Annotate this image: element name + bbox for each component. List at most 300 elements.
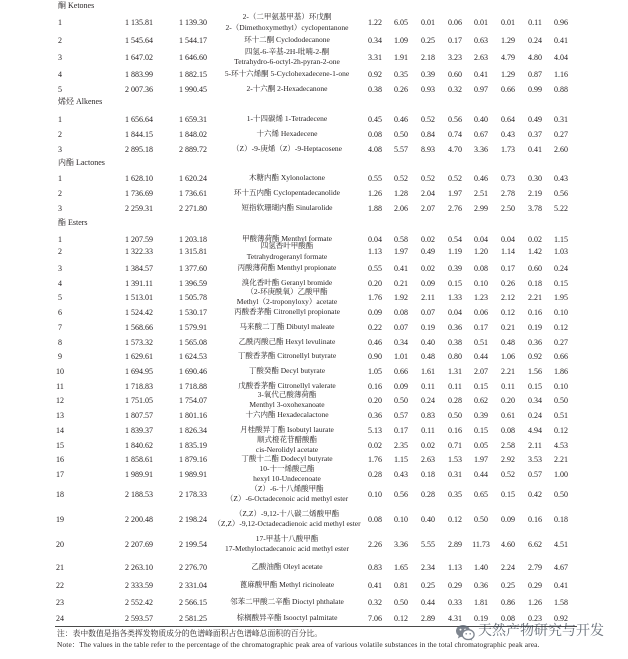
data-value-cell: 0.04 (368, 234, 382, 244)
table-row (0, 483, 628, 505)
value-b-cell: 1 848.02 (179, 129, 207, 139)
data-value-cell: 4.79 (501, 52, 515, 62)
compound-name-line: Tetrahydrogeranyl formate (246, 251, 328, 261)
table-row (0, 127, 628, 141)
data-value-cell: 2.06 (394, 203, 408, 213)
data-value-cell: 1.97 (474, 454, 488, 464)
row-number: 11 (56, 381, 64, 391)
data-value-cell: 11.73 (472, 539, 490, 549)
value-b-cell: 2 276.70 (179, 562, 207, 572)
data-value-cell: 7.06 (368, 613, 382, 623)
table-row (0, 508, 628, 530)
compound-name (203, 335, 371, 349)
data-value-cell: 0.93 (421, 84, 435, 94)
data-value-cell: 0.10 (394, 514, 408, 524)
value-a-cell: 1 807.57 (125, 410, 153, 420)
compound-name-line: （2-环庚酰氧）乙酸甲酯 (246, 286, 328, 296)
data-value-cell: 0.18 (528, 278, 542, 288)
compound-name-line: 马来酸二丁酯 Dibutyl maleate (239, 321, 335, 331)
value-b-cell: 2 581.25 (179, 613, 207, 623)
data-value-cell: 0.51 (554, 410, 568, 420)
data-value-cell: 0.40 (421, 514, 435, 524)
data-value-cell: 2.89 (448, 539, 462, 549)
table-row (0, 201, 628, 215)
table-row (0, 241, 628, 263)
data-value-cell: 0.19 (474, 613, 488, 623)
data-value-cell: 0.16 (448, 425, 462, 435)
data-value-cell: 0.50 (394, 129, 408, 139)
compound-name (203, 67, 371, 81)
data-value-cell: 0.28 (421, 489, 435, 499)
row-number: 5 (58, 84, 62, 94)
data-value-cell: 0.62 (474, 395, 488, 405)
value-a-cell: 1 391.11 (125, 278, 153, 288)
table-row (0, 171, 628, 185)
data-value-cell: 1.13 (448, 562, 462, 572)
data-value-cell: 0.24 (421, 395, 435, 405)
data-value-cell: 0.33 (448, 597, 462, 607)
data-value-cell: 2.12 (501, 292, 515, 302)
compound-name-line: 环十五内酯 Cyclopentadecanolide (233, 187, 340, 197)
compound-name-line: 丙酸薄荷酯 Menthyl propionate (237, 262, 337, 272)
data-value-cell: 1.22 (368, 18, 382, 27)
compound-name-line: 顺式橙花苷醋酸酯 (257, 434, 317, 444)
watermark (455, 623, 604, 641)
value-a-cell: 1 647.02 (125, 52, 153, 62)
data-value-cell: 0.74 (448, 129, 462, 139)
data-value-cell: 0.09 (501, 514, 515, 524)
data-value-cell: 0.27 (554, 129, 568, 139)
value-b-cell: 1 690.46 (179, 366, 207, 376)
row-number: 2 (58, 188, 62, 198)
data-value-cell: 0.09 (368, 307, 382, 317)
compound-name-line: 木糖内酯 Xylonolactone (248, 172, 326, 182)
data-value-cell: 0.44 (474, 351, 488, 361)
data-value-cell: 0.55 (368, 263, 382, 273)
compound-name-line: 丁酸癸酯 Decyl butyrate (248, 365, 326, 375)
compound-name-line: 丁酸香茅酯 Citronellyl butyrate (237, 350, 337, 360)
data-value-cell: 0.60 (528, 263, 542, 273)
value-a-cell: 1 545.64 (125, 35, 153, 45)
data-value-cell: 0.15 (474, 425, 488, 435)
data-value-cell: 0.73 (501, 173, 515, 183)
data-value-cell: 1.01 (394, 351, 408, 361)
data-value-cell: 0.66 (394, 366, 408, 376)
table-row (0, 463, 628, 485)
data-value-cell: 0.26 (394, 84, 408, 94)
data-value-cell: 2.63 (474, 52, 488, 62)
data-value-cell: 0.51 (474, 337, 488, 347)
value-a-cell: 2 593.57 (125, 613, 153, 623)
data-value-cell: 0.87 (528, 69, 542, 79)
data-value-cell: 1.65 (394, 562, 408, 572)
row-number: 2 (58, 247, 62, 256)
data-value-cell: 1.31 (448, 366, 462, 376)
data-value-cell: 2.79 (528, 562, 542, 572)
value-a-cell: 1 322.33 (125, 247, 153, 256)
data-value-cell: 0.10 (368, 489, 382, 499)
data-value-cell: 0.46 (474, 173, 488, 183)
value-a-cell: 1 839.37 (125, 425, 153, 435)
table-row (0, 408, 628, 422)
value-a-cell: 1 989.91 (125, 469, 153, 479)
compound-name-line: 10-十一烯酸己酯 (259, 463, 315, 473)
data-value-cell: 1.28 (394, 188, 408, 198)
value-a-cell: 2 259.31 (125, 203, 153, 213)
table-row (0, 595, 628, 609)
compound-name (203, 364, 371, 378)
data-value-cell: 0.11 (448, 381, 462, 391)
section-heading: 烯烃 Alkenes (58, 97, 103, 106)
value-b-cell: 1 882.15 (179, 69, 207, 79)
data-value-cell: 0.07 (421, 307, 435, 317)
data-value-cell: 0.52 (448, 173, 462, 183)
value-a-cell: 1 751.05 (125, 395, 153, 405)
data-value-cell: 1.33 (448, 292, 462, 302)
footnote-cn: 注：表中数值是指各类挥发物质成分的色谱峰面积占色谱峰总面积的百分比。 (57, 629, 323, 638)
compound-name-line: （Z）-9-庚烯（Z）-9-Heptacosene (232, 143, 342, 153)
row-number: 21 (56, 562, 64, 572)
row-number: 1 (58, 18, 62, 27)
compound-name (203, 463, 371, 485)
data-value-cell: 2.34 (421, 562, 435, 572)
compound-name-line: 四氢香叶甲酸酯 (260, 241, 314, 250)
data-value-cell: 0.41 (394, 263, 408, 273)
data-value-cell: 0.34 (528, 395, 542, 405)
data-value-cell: 0.63 (474, 35, 488, 45)
value-a-cell: 1 840.62 (125, 440, 153, 450)
data-value-cell: 1.88 (368, 203, 382, 213)
data-value-cell: 1.42 (528, 247, 542, 256)
value-a-cell: 1 718.83 (125, 381, 153, 391)
data-value-cell: 0.48 (501, 337, 515, 347)
data-value-cell: 1.29 (501, 69, 515, 79)
data-value-cell: 0.84 (421, 129, 435, 139)
compound-name-line: 17-Methyloctadecanoic acid methyl ester (225, 544, 349, 553)
data-value-cell: 0.55 (368, 173, 382, 183)
value-b-cell: 1 801.16 (179, 410, 207, 420)
value-a-cell: 1 384.57 (125, 263, 153, 273)
data-value-cell: 1.19 (448, 247, 462, 256)
data-value-cell: 0.86 (501, 597, 515, 607)
data-value-cell: 1.95 (554, 292, 568, 302)
compound-name-line: 甲酸薄荷酯 Menthyl formate (242, 233, 332, 243)
compound-name-line: 月桂酸异丁酯 Isobutyl laurate (240, 424, 334, 434)
row-number: 4 (58, 278, 62, 288)
data-value-cell: 0.83 (368, 562, 382, 572)
data-value-cell: 2.58 (501, 440, 515, 450)
compound-name (203, 127, 371, 141)
data-value-cell: 0.97 (474, 84, 488, 94)
data-value-cell: 0.52 (394, 173, 408, 183)
data-value-cell: 1.61 (421, 366, 435, 376)
data-value-cell: 0.40 (474, 114, 488, 124)
data-value-cell: 0.01 (501, 18, 515, 27)
data-value-cell: 0.52 (421, 114, 435, 124)
row-number: 19 (56, 514, 64, 524)
data-value-cell: 0.99 (528, 84, 542, 94)
data-value-cell: 0.41 (554, 580, 568, 590)
data-value-cell: 0.15 (474, 381, 488, 391)
data-value-cell: 0.16 (368, 381, 382, 391)
data-value-cell: 0.21 (501, 322, 515, 332)
table-row (0, 112, 628, 126)
value-b-cell: 2 178.33 (179, 489, 207, 499)
data-value-cell: 0.08 (368, 514, 382, 524)
data-value-cell: 0.25 (421, 35, 435, 45)
data-value-cell: 2.21 (554, 454, 568, 464)
table-row (0, 33, 628, 47)
value-a-cell: 1 694.95 (125, 366, 153, 376)
row-number: 1 (58, 173, 62, 183)
data-value-cell: 0.19 (421, 322, 435, 332)
row-number: 3 (58, 203, 62, 213)
data-value-cell: 2.07 (474, 366, 488, 376)
value-b-cell: 1 203.18 (179, 234, 207, 244)
value-a-cell: 1 207.59 (125, 234, 153, 244)
data-value-cell: 0.66 (501, 84, 515, 94)
data-value-cell: 0.43 (501, 129, 515, 139)
data-value-cell: 0.10 (554, 381, 568, 391)
data-value-cell: 0.15 (528, 381, 542, 391)
data-value-cell: 0.18 (421, 469, 435, 479)
data-value-cell: 0.92 (554, 613, 568, 623)
compound-name (203, 611, 371, 625)
data-value-cell: 0.12 (554, 322, 568, 332)
value-a-cell: 1 844.15 (125, 129, 153, 139)
section-heading: 酯 Esters (58, 218, 88, 227)
data-value-cell: 0.02 (421, 440, 435, 450)
data-value-cell: 1.97 (394, 247, 408, 256)
data-value-cell: 0.04 (448, 307, 462, 317)
data-value-cell: 1.97 (448, 188, 462, 198)
value-b-cell: 1 879.16 (179, 454, 207, 464)
data-value-cell: 4.53 (554, 440, 568, 450)
data-value-cell: 2.35 (394, 440, 408, 450)
compound-name-line: hexyl 10-Undecenoate (253, 474, 321, 483)
row-number: 2 (58, 129, 62, 139)
data-value-cell: 2.21 (528, 292, 542, 302)
table-row (0, 142, 628, 156)
data-value-cell: 4.60 (501, 539, 515, 549)
compound-name-line: Menthyl 3-oxohexanoate (249, 400, 325, 409)
data-value-cell: 0.57 (394, 410, 408, 420)
data-value-cell: 1.26 (368, 188, 382, 198)
row-number: 20 (56, 539, 64, 549)
compound-name (203, 578, 371, 592)
data-value-cell: 0.20 (368, 278, 382, 288)
value-b-cell: 1 139.30 (179, 18, 207, 27)
compound-name (203, 171, 371, 185)
data-value-cell: 1.09 (394, 35, 408, 45)
data-value-cell: 0.57 (528, 469, 542, 479)
data-value-cell: 4.67 (554, 562, 568, 572)
compound-name (203, 595, 371, 609)
data-value-cell: 0.25 (501, 580, 515, 590)
data-value-cell: 2.92 (501, 454, 515, 464)
data-value-cell: 0.17 (394, 425, 408, 435)
data-value-cell: 0.35 (394, 69, 408, 79)
compound-name-line: 乙酰丙酸己酯 Hexyl levulinate (238, 336, 336, 346)
data-value-cell: 0.34 (368, 35, 382, 45)
row-number: 14 (56, 425, 64, 435)
data-value-cell: 2.11 (528, 440, 542, 450)
data-value-cell: 2.63 (421, 454, 435, 464)
data-value-cell: 0.41 (474, 69, 488, 79)
value-b-cell: 1 579.91 (179, 322, 207, 332)
data-value-cell: 0.36 (368, 410, 382, 420)
data-value-cell: 0.04 (474, 234, 488, 244)
data-value-cell: 0.50 (394, 597, 408, 607)
compound-name-line: 2-十六酮 2-Hexadecanone (246, 83, 328, 93)
data-value-cell: 2.26 (368, 539, 382, 549)
data-value-cell: 0.10 (554, 307, 568, 317)
table-row (0, 349, 628, 363)
data-value-cell: 5.57 (394, 144, 408, 154)
row-number: 3 (58, 263, 62, 273)
data-value-cell: 0.29 (448, 580, 462, 590)
value-b-cell: 1 990.45 (179, 84, 207, 94)
data-value-cell: 0.21 (394, 278, 408, 288)
data-value-cell: 0.15 (448, 278, 462, 288)
data-value-cell: 0.43 (554, 173, 568, 183)
value-b-cell: 1 544.17 (179, 35, 207, 45)
data-value-cell: 1.03 (554, 247, 568, 256)
data-value-cell: 0.88 (554, 84, 568, 94)
data-value-cell: 0.25 (421, 580, 435, 590)
compound-name (203, 142, 371, 156)
data-value-cell: 1.26 (528, 597, 542, 607)
data-value-cell: 0.20 (501, 395, 515, 405)
compound-name-line: cis-Nerolidyl acetate (255, 445, 319, 454)
data-value-cell: 0.50 (554, 489, 568, 499)
value-b-cell: 2 271.80 (179, 203, 207, 213)
data-value-cell: 0.01 (474, 18, 488, 27)
data-value-cell: 6.62 (528, 539, 542, 549)
value-a-cell: 1 513.01 (125, 292, 153, 302)
data-value-cell: 0.92 (368, 69, 382, 79)
data-value-cell: 0.04 (501, 234, 515, 244)
compound-name-line: Tetrahydro-6-octyl-2h-pyran-2-one (234, 57, 340, 66)
data-value-cell: 1.14 (501, 247, 515, 256)
value-a-cell: 1 628.10 (125, 173, 153, 183)
row-number: 17 (56, 469, 64, 479)
data-value-cell: 0.46 (394, 114, 408, 124)
data-value-cell: 0.17 (448, 35, 462, 45)
value-a-cell: 1 568.66 (125, 322, 153, 332)
data-value-cell: 0.08 (474, 263, 488, 273)
data-value-cell: 0.61 (501, 410, 515, 420)
data-value-cell: 0.41 (528, 144, 542, 154)
compound-name (203, 408, 371, 422)
value-a-cell: 2 552.42 (125, 597, 153, 607)
data-value-cell: 0.38 (448, 337, 462, 347)
table-row (0, 320, 628, 334)
row-number: 8 (58, 337, 62, 347)
data-value-cell: 1.56 (528, 366, 542, 376)
table-row (0, 186, 628, 200)
data-value-cell: 1.73 (501, 144, 515, 154)
table-row (0, 67, 628, 81)
data-value-cell: 0.90 (368, 351, 382, 361)
data-value-cell: 0.31 (554, 114, 568, 124)
value-a-cell: 2 207.69 (125, 539, 153, 549)
value-b-cell: 2 199.54 (179, 539, 207, 549)
compound-name-line: 十六内酯 Hexadecalactone (245, 409, 329, 419)
value-b-cell: 1 624.53 (179, 351, 207, 361)
row-number: 12 (56, 395, 64, 405)
row-number: 18 (56, 489, 64, 499)
data-value-cell: 0.54 (448, 234, 462, 244)
data-value-cell: 3.36 (394, 539, 408, 549)
compound-name (203, 46, 371, 68)
data-value-cell: 3.53 (528, 454, 542, 464)
value-b-cell: 1 718.88 (179, 381, 207, 391)
data-value-cell: 0.38 (368, 84, 382, 94)
data-value-cell: 0.02 (368, 440, 382, 450)
compound-name-line: （Z）-6-十八烯酸甲酯 (250, 483, 324, 493)
table-row (0, 82, 628, 96)
data-value-cell: 1.40 (474, 562, 488, 572)
data-value-cell: 4.94 (528, 425, 542, 435)
data-value-cell: 0.08 (501, 613, 515, 623)
table-row (0, 560, 628, 574)
data-value-cell: 0.02 (528, 234, 542, 244)
data-value-cell: 0.50 (394, 395, 408, 405)
compound-name (203, 533, 371, 555)
value-a-cell: 2 200.48 (125, 514, 153, 524)
data-value-cell: 0.49 (528, 114, 542, 124)
table-row (0, 261, 628, 275)
data-value-cell: 0.80 (448, 351, 462, 361)
data-value-cell: 0.39 (474, 410, 488, 420)
data-value-cell: 0.50 (554, 395, 568, 405)
data-value-cell: 0.35 (448, 489, 462, 499)
data-value-cell: 1.15 (394, 454, 408, 464)
data-value-cell: 0.11 (421, 381, 435, 391)
data-value-cell: 0.96 (554, 18, 568, 27)
data-value-cell: 1.76 (368, 454, 382, 464)
table-row (0, 46, 628, 68)
data-value-cell: 0.36 (474, 580, 488, 590)
table-row (0, 364, 628, 378)
data-value-cell: 0.16 (528, 514, 542, 524)
data-value-cell: 2.21 (501, 366, 515, 376)
compound-name-line: 戊酸香茅酯 Citronellyl valerate (238, 380, 336, 390)
row-number: 24 (56, 613, 64, 623)
data-value-cell: 0.09 (394, 381, 408, 391)
data-value-cell: 1.92 (394, 292, 408, 302)
watermark-text: 天然产物研究与开发 (478, 624, 604, 639)
data-value-cell: 0.09 (421, 278, 435, 288)
data-value-cell: 0.10 (474, 278, 488, 288)
compound-name (203, 112, 371, 126)
data-value-cell: 0.67 (474, 129, 488, 139)
data-value-cell: 6.05 (394, 18, 408, 27)
data-value-cell: 0.28 (368, 469, 382, 479)
data-value-cell: 0.08 (394, 307, 408, 317)
value-b-cell: 1 620.24 (179, 173, 207, 183)
data-value-cell: 0.71 (448, 440, 462, 450)
data-value-cell: 2.60 (554, 144, 568, 154)
data-value-cell: 0.12 (501, 307, 515, 317)
data-value-cell: 2.11 (421, 292, 435, 302)
compound-name-line: 蓖麻酸甲酯 Methyl ricinoleate (239, 579, 335, 589)
data-value-cell: 1.76 (368, 292, 382, 302)
data-value-cell: 0.06 (448, 18, 462, 27)
value-a-cell: 1 858.61 (125, 454, 153, 464)
data-value-cell: 0.06 (474, 307, 488, 317)
